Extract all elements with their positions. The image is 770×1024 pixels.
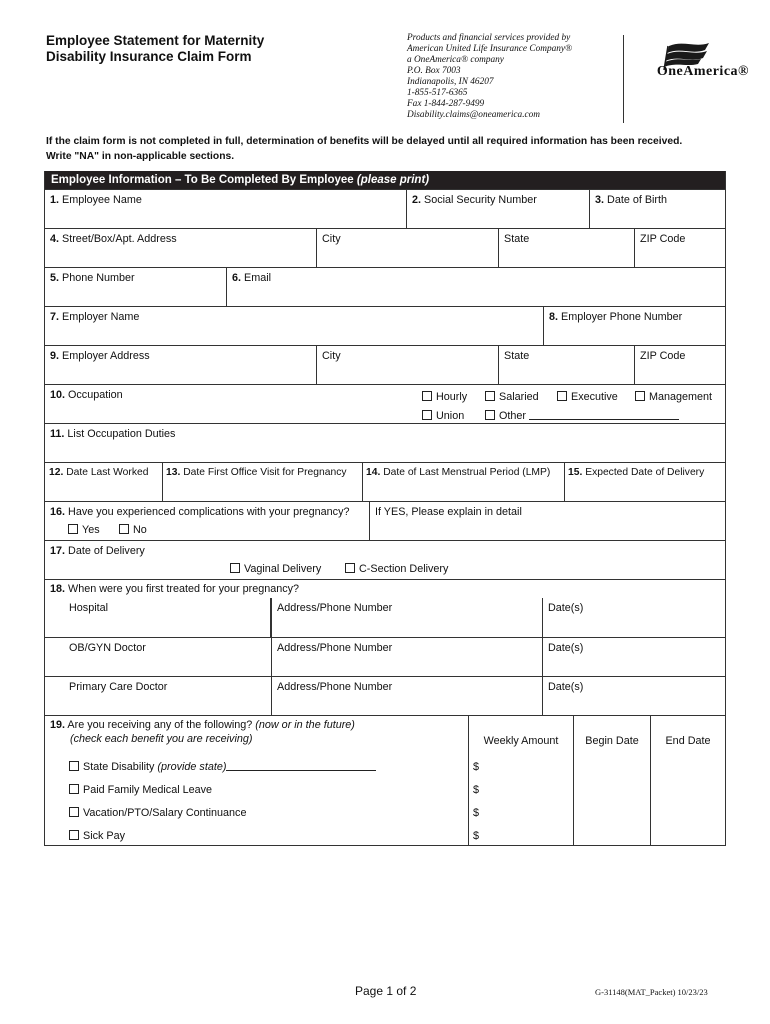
checkbox-icon[interactable] [422,410,432,420]
checkbox-icon[interactable] [119,524,129,534]
employer-name-field[interactable]: 7. Employer Name [45,307,544,345]
company-email: Disability.claims@oneamerica.com [407,110,541,120]
primary-care-address-field[interactable]: Address/Phone Number [271,677,543,715]
occupation-duties-field[interactable]: 11. List Occupation Duties [50,428,176,440]
benefit-sick-pay[interactable]: Sick Pay [69,825,463,848]
provider-hospital: Hospital [45,598,271,637]
date-last-worked-field[interactable]: 12. Date Last Worked [45,463,163,501]
date-of-delivery-field[interactable]: 17. Date of Delivery Vaginal Delivery C-Section Delivery [45,541,725,579]
occ-union[interactable]: Union [422,407,482,426]
c-section-option[interactable]: C-Section Delivery [345,563,448,575]
employer-state-field[interactable] [499,346,635,384]
benefit-paid-family-leave[interactable]: Paid Family Medical Leave [69,779,463,802]
checkbox-icon[interactable] [485,410,495,420]
form-title [46,33,264,65]
company-line: Products and financial services provided by [407,33,571,43]
date-of-birth-field[interactable]: 3. Date of Birth [595,194,668,206]
checkbox-icon[interactable] [69,784,79,794]
checkbox-icon[interactable] [69,830,79,840]
treatment-row [45,598,725,637]
complications-explain-field[interactable] [370,502,725,540]
notice-line2: Write "NA" in non-applicable sections. [46,151,235,162]
end-date-header: End Date [665,735,711,747]
benefits-label: Are you receiving any of the following? [67,719,253,731]
company-line: P.O. Box 7003 [407,66,461,76]
street-address-field[interactable]: 4. Street/Box/Apt. Address [45,229,317,267]
hospital-dates-field[interactable]: Date(s) [548,602,584,614]
vaginal-delivery-option[interactable]: Vaginal Delivery [230,560,342,578]
section-header [45,171,725,189]
date-last-worked-label: Date Last Worked [66,467,149,478]
email-label: Email [244,272,272,284]
occ-hourly[interactable]: Hourly [422,388,482,407]
zip-label: ZIP Code [640,233,686,245]
section-title: Employee Information – To Be Completed By Employee [51,174,354,186]
occ-management[interactable]: Management [635,391,712,403]
weekly-amount-column[interactable] [469,752,574,845]
first-treated-question: 18. When were you first treated for your pregnancy? [50,583,300,595]
phone-number-field[interactable]: 5. Phone Number [45,268,227,306]
first-office-visit-field[interactable]: 13. Date First Office Visit for Pregnancy [163,463,363,501]
checkbox-icon[interactable] [485,391,495,401]
occ-executive[interactable]: Executive [557,388,632,407]
checkbox-icon[interactable] [635,391,645,401]
employee-name-label: Employee Name [62,194,142,206]
benefits-table [45,752,725,845]
employer-phone-field[interactable]: 8. Employer Phone Number [549,311,683,323]
obgyn-dates-field[interactable]: Date(s) [548,642,584,654]
complications-yes[interactable]: Yes [68,521,116,539]
employee-name-field[interactable]: 1. Employee Name [45,190,407,228]
city-label: City [322,350,341,362]
employer-phone-label: Employer Phone Number [561,311,683,323]
other-occupation-line[interactable] [529,409,679,420]
benefits-question: 19. Are you receiving any of the following? (now or in the future) (check each benefit you are receiving) [45,716,469,752]
ssn-label: Social Security Number [424,194,537,206]
benefits-list [45,752,469,845]
primary-care-dates-field[interactable]: Date(s) [548,681,584,693]
benefits-instruction: (check each benefit you are receiving) [70,733,253,745]
occ-other[interactable]: Other [485,410,679,422]
zip-field[interactable] [635,229,725,267]
page-number: Page 1 of 2 [355,984,417,998]
state-label: State [504,350,530,362]
treatment-row [45,637,725,676]
form-code: G-31148(MAT_Packet) 10/23/23 [595,987,708,997]
city-label: City [322,233,341,245]
complications-explain-label: If YES, Please explain in detail [375,506,522,518]
state-field[interactable] [499,229,635,267]
company-line: Fax 1-844-287-9499 [407,99,485,109]
occ-salaried[interactable]: Salaried [485,388,554,407]
notice-line1: If the claim form is not completed in full, determination of benefits will be delayed until all required information has been received. [46,136,683,147]
dollar-sign: $ [473,807,480,819]
dollar-sign: $ [473,830,480,842]
hospital-address-field[interactable]: Address/Phone Number [271,598,543,637]
notice [46,134,736,164]
occupation-field[interactable]: 10. Occupation [50,389,123,401]
state-label: State [504,233,530,245]
company-line: a OneAmerica® company [407,55,504,65]
provider-obgyn: OB/GYN Doctor [69,642,146,654]
expected-delivery-field[interactable]: 15. Expected Date of Delivery [568,467,705,478]
company-line: Indianapolis, IN 46207 [407,77,494,87]
dollar-sign: $ [473,761,480,773]
email-field[interactable]: 6. Email [232,272,272,284]
occupation-label: Occupation [68,389,123,401]
lmp-date-label: Date of Last Menstrual Period (LMP) [383,467,551,478]
employer-zip-field[interactable] [635,346,725,384]
employer-city-field[interactable] [317,346,499,384]
company-info [407,33,617,121]
weekly-amount-header: Weekly Amount [469,716,574,752]
first-treated-label: When were you first treated for your pregnancy? [68,583,300,595]
employer-address-field[interactable]: 9. Employer Address [45,346,317,384]
zip-label: ZIP Code [640,350,686,362]
date-of-delivery-label: Date of Delivery [68,545,145,557]
complications-label: Have you experienced complications with your pregnancy? [68,506,350,518]
city-field[interactable] [317,229,499,267]
company-line: American United Life Insurance Company® [407,44,573,54]
begin-date-header: Begin Date [574,716,651,752]
employee-info-form [44,171,726,846]
checkbox-icon[interactable] [69,807,79,817]
ssn-field[interactable]: 2. Social Security Number [407,190,590,228]
checkbox-icon[interactable] [557,391,567,401]
company-line: 1-855-517-6365 [407,88,468,98]
checkbox-icon[interactable] [69,761,79,771]
provider-primary-care: Primary Care Doctor [69,681,168,693]
first-office-visit-label: Date First Office Visit for Pregnancy [183,467,347,478]
employer-name-label: Employer Name [62,311,140,323]
benefit-vacation-pto[interactable]: Vacation/PTO/Salary Continuance [69,802,463,825]
checkbox-icon[interactable] [422,391,432,401]
checkbox-icon[interactable] [345,563,355,573]
benefit-state-disability[interactable]: State Disability (provide state) [69,756,463,779]
complications-question: 16. Have you experienced complications with your pregnancy? Yes No [45,502,370,540]
expected-delivery-label: Expected Date of Delivery [585,467,705,478]
checkbox-icon[interactable] [230,563,240,573]
dollar-sign: $ [473,784,480,796]
checkbox-icon[interactable] [68,524,78,534]
occupation-duties-label: List Occupation Duties [67,428,176,440]
end-date-column[interactable] [651,752,725,845]
form-title-line1: Employee Statement for Maternity [46,33,265,48]
occupation-options [417,385,725,423]
street-address-label: Street/Box/Apt. Address [62,233,177,245]
obgyn-address-field[interactable]: Address/Phone Number [271,638,543,676]
phone-number-label: Phone Number [62,272,135,284]
employer-address-label: Employer Address [62,350,150,362]
header-divider [623,35,624,123]
state-line[interactable] [226,760,376,771]
complications-no[interactable]: No [119,524,147,536]
form-title-line2: Disability Insurance Claim Form [46,49,252,64]
treatment-row [45,676,725,715]
section-title-note: (please print) [356,174,430,186]
begin-date-column[interactable] [574,752,651,845]
lmp-date-field[interactable]: 14. Date of Last Menstrual Period (LMP) [363,463,565,501]
date-of-birth-label: Date of Birth [607,194,668,206]
oneamerica-logo-text: OneAmerica® [656,64,749,79]
